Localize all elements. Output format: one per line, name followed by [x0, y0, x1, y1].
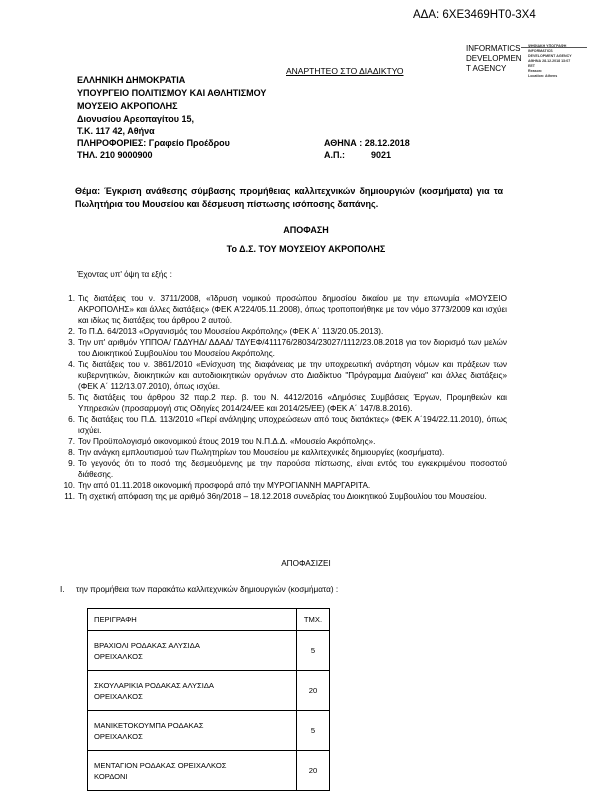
- stamp-line: DEVELOPMENT AGENCY: [528, 54, 572, 58]
- org-line: ΥΠΟΥΡΓΕΙΟ ΠΟΛΙΤΙΣΜΟΥ ΚΑΙ ΑΘΛΗΤΙΣΜΟΥ: [77, 88, 267, 98]
- agency-line: T AGENCY: [466, 64, 507, 73]
- list-item: 5. Τις διατάξεις του άρθρου 32 παρ.2 περ. β. του Ν. 4412/2016 «Δημόσιες Συμβάσεις Έργων, Προμηθειών και Υπηρεσιών (προσαρμογή στις Οδηγίες 2014/24/ΕΕ και 2014/25/ΕΕ) (ΦΕΚ Α΄ 147/8.8.2016).: [68, 393, 507, 413]
- date-label: ΑΘΗΝΑ : 28.12.2018: [324, 138, 410, 148]
- section-intro: την προμήθεια των παρακάτω καλλιτεχνικών δημιουργιών (κοσμήματα) :: [76, 585, 339, 594]
- stamp-line: INFORMATICS: [528, 49, 553, 53]
- column-header-description: ΠΕΡΙΓΡΑΦΗ: [88, 609, 297, 631]
- ada-code: ΑΔΑ: 6ΧΕ3469ΗΤ0-3Χ4: [413, 9, 536, 21]
- list-item: 3. Την υπ' αριθμόν ΥΠΠΟΑ/ ΓΔΔΥΗΔ/ ΔΔΑΔ/ ΤΔΥΕΦ/411176/28034/23027/1112/23.08.2018 για τον διορισμό των μελών του Διοικητικού Συμβουλίου του Μουσείου Ακρόπολης.: [68, 338, 507, 358]
- stamp-line: Location: Athens: [528, 74, 558, 78]
- list-item: 1. Τις διατάξεις του ν. 3711/2008, «Ίδρυση νομικού προσώπου δημοσίου δικαίου με την επωνυμία «ΜΟΥΣΕΙΟ ΑΚΡΟΠΟΛΗΣ» και άλλες διατάξεις» (ΦΕΚ Α'224/05.11.2008), όπως τροποποιήθηκε με τον νόμο 3773/2009 και ισχύει και ιδίως τις διατάξεις του άρθρου 2 αυτού.: [68, 294, 507, 325]
- considerations-list: [57, 293, 507, 502]
- protocol-label: Α.Π.:: [324, 150, 345, 160]
- item-quantity: 20: [297, 671, 330, 711]
- list-item: 8. Την ανάγκη εμπλουτισμού των Πωλητηρίων του Μουσείου με καλλιτεχνικές δημιουργίες (κοσμήματα).: [68, 448, 445, 457]
- stamp-line: ΨΗΦΙΑΚΗ ΥΠΟΓΡΑΦΗ: [528, 44, 567, 48]
- stamp-line: Reason:: [528, 69, 543, 73]
- decides-heading: ΑΠΟΦΑΣΙΖΕΙ: [281, 559, 331, 568]
- org-line: ΜΟΥΣΕΙΟ ΑΚΡΟΠΟΛΗΣ: [77, 101, 178, 111]
- org-line: ΕΛΛΗΝΙΚΗ ΔΗΜΟΚΡΑΤΙΑ: [77, 75, 186, 85]
- item-description: ΣΚΟΥΛΑΡΙΚΙΑ ΡΟΔΑΚΑΣ ΑΛΥΣΙΔΑ ΟΡΕΙΧΑΛΚΟΣ: [88, 671, 297, 711]
- items-table: [87, 608, 330, 791]
- item-quantity: 20: [297, 751, 330, 791]
- list-item: 9. Το γεγονός ότι το ποσό της δεσμευόμενης με την παρούσα πίστωσης, είναι εντός του εγκεκριμένου ποσοστού διάθεσης.: [68, 459, 507, 479]
- table-header-row: [88, 609, 330, 631]
- protocol-number: 9021: [371, 150, 392, 160]
- item-quantity: 5: [297, 711, 330, 751]
- considering-intro: Έχοντας υπ' όψη τα εξής :: [77, 270, 172, 279]
- org-line: Διονυσίου Αρεοπαγίτου 15,: [77, 114, 195, 124]
- decision-subtitle: Το Δ.Σ. ΤΟΥ ΜΟΥΣΕΙΟΥ ΑΚΡΟΠΟΛΗΣ: [226, 244, 386, 254]
- agency-line: DEVELOPMEN: [466, 54, 522, 63]
- list-item: 11. Τη σχετική απόφαση της με αριθμό 36η/2018 – 18.12.2018 συνεδρίας του Διοικητικού Συμβουλίου του Μουσείου.: [64, 492, 487, 501]
- section-numeral: I.: [60, 585, 65, 594]
- list-item: 6. Τις διατάξεις του Π.Δ. 113/2010 «Περί ανάληψης υποχρεώσεων από τους διατάκτες» (ΦΕΚ Α΄194/22.11.2010), όπως ισχύει.: [68, 415, 507, 435]
- signature-stamp: [466, 44, 608, 78]
- table-row: [88, 711, 330, 751]
- subject: Θέμα: Έγκριση ανάθεσης σύμβασης προμήθειας καλλιτεχνικών δημιουργιών (κοσμήματα) για τα Πωλητήρια του Μουσείου και δέσμευση πίστωσης ισόποσης δαπάνης.: [75, 186, 503, 209]
- stamp-line: ΑΘΗΝΑ 28.12.2018 13:07: [528, 59, 571, 63]
- agency-line: INFORMATICS: [466, 44, 521, 53]
- item-quantity: 5: [297, 631, 330, 671]
- org-line: Τ.Κ. 117 42, Αθήνα: [77, 126, 155, 136]
- stamp-details: [528, 44, 572, 79]
- list-item: 7. Τον Προϋπολογισμό οικονομικού έτους 2019 του Ν.Π.Δ.Δ. «Μουσείο Ακρόπολης».: [68, 437, 376, 446]
- agency-name: [466, 44, 522, 74]
- decision-title: ΑΠΟΦΑΣΗ: [283, 225, 329, 235]
- table-row: [88, 671, 330, 711]
- item-description: ΒΡΑΧΙΟΛΙ ΡΟΔΑΚΑΣ ΑΛΥΣΙΔΑ ΟΡΕΙΧΑΛΚΟΣ: [88, 631, 297, 671]
- stamp-line: EET: [528, 64, 535, 68]
- item-description: ΜΕΝΤΑΓΙΟΝ ΡΟΔΑΚΑΣ ΟΡΕΙΧΑΛΚΟΣ ΚΟΡΔΟΝΙ: [88, 751, 297, 791]
- list-item: 4. Τις διατάξεις του ν. 3861/2010 «Ενίσχυση της διαφάνειας με την υποχρεωτική ανάρτηση νόμων και πράξεων των κυβερνητικών, διοικητικών και αυτοδιοικητικών οργάνων στο Διαδίκτυο "Πρόγραμμα Διαύγεια" και άλλες διατάξεις» (ΦΕΚ Α΄ 112/13.07.2010), όπως ισχύει.: [68, 360, 507, 391]
- item-description: ΜΑΝΙΚΕΤΟΚΟΥΜΠΑ ΡΟΔΑΚΑΣ ΟΡΕΙΧΑΛΚΟΣ: [88, 711, 297, 751]
- table-row: [88, 631, 330, 671]
- table-row: [88, 751, 330, 791]
- posted-online-label: ΑΝΑΡΤΗΤΕΟ ΣΤΟ ΔΙΑΔΙΚΤΥΟ: [286, 66, 404, 76]
- column-header-quantity: ΤΜΧ.: [297, 609, 330, 631]
- list-item: 10. Την από 01.11.2018 οικονομική προσφορά από την ΜΥΡΟΓΙΑΝΝΗ ΜΑΡΓΑΡΙΤΑ.: [63, 481, 371, 490]
- list-item: 2. Το Π.Δ. 64/2013 «Οργανισμός του Μουσείου Ακρόπολης» (ΦΕΚ Α΄ 113/20.05.2013).: [68, 327, 384, 336]
- org-line: ΤΗΛ. 210 9000900: [77, 150, 153, 160]
- org-line: ΠΛΗΡΟΦΟΡΙΕΣ: Γραφείο Προέδρου: [77, 138, 230, 148]
